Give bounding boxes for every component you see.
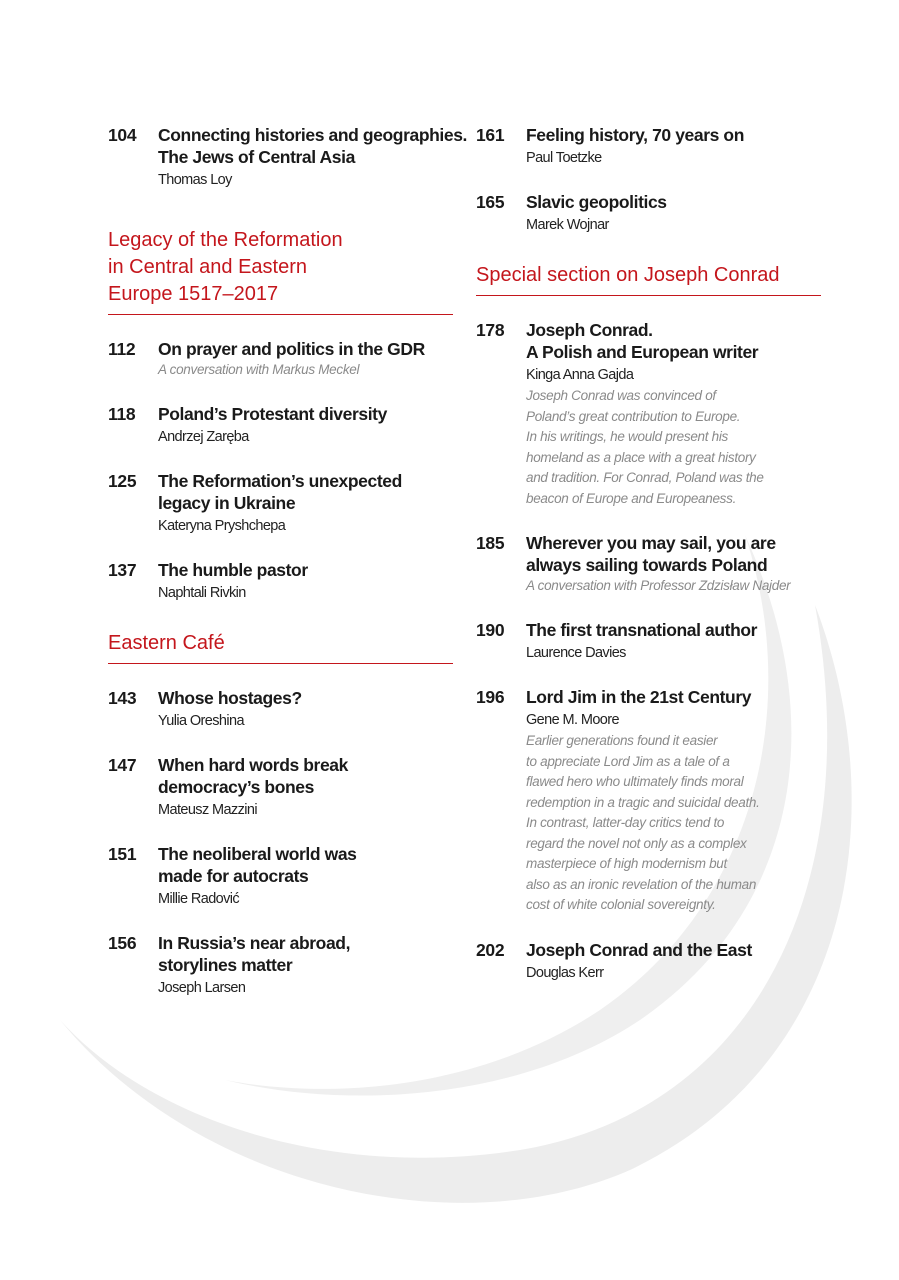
page-number: 151 bbox=[108, 844, 137, 864]
entry-author: Douglas Kerr bbox=[526, 964, 604, 981]
entry-title: Connecting histories and geographies. The Jews of Central Asia bbox=[158, 125, 467, 167]
entry-author: Yulia Oreshina bbox=[158, 713, 244, 729]
entry-title: Whose hostages? bbox=[158, 688, 302, 708]
entry-title: The humble pastor bbox=[158, 560, 308, 580]
toc-entry-156[interactable] bbox=[108, 932, 453, 998]
toc-entry-147[interactable] bbox=[108, 754, 453, 820]
toc-entry-151[interactable] bbox=[108, 843, 453, 909]
toc-entry-165[interactable] bbox=[476, 191, 821, 235]
page-number: 196 bbox=[476, 687, 505, 707]
entry-title: Slavic geopolitics bbox=[526, 192, 667, 212]
entry-title: When hard words break democracy’s bones bbox=[158, 755, 348, 797]
entry-author: Laurence Davies bbox=[526, 645, 626, 661]
entry-title: Feeling history, 70 years on bbox=[526, 125, 745, 145]
page-number: 202 bbox=[476, 939, 505, 960]
entry-title: The Reformation’s unexpected legacy in Ukraine bbox=[158, 471, 402, 513]
entry-title: Wherever you may sail, you are always sailing towards Poland bbox=[526, 533, 776, 575]
section-header-joseph-conrad bbox=[476, 262, 821, 296]
entry-title: On prayer and politics in the GDR bbox=[158, 339, 425, 359]
toc-entry-196[interactable] bbox=[476, 686, 821, 916]
entry-title: Poland’s Protestant diversity bbox=[158, 404, 387, 424]
entry-title: The first transnational author bbox=[526, 620, 758, 640]
entry-subtitle: A conversation with Markus Meckel bbox=[158, 362, 360, 377]
entry-author: Kinga Anna Gajda bbox=[526, 367, 634, 383]
entry-author: Naphtali Rivkin bbox=[158, 585, 246, 601]
page-number: 178 bbox=[476, 320, 505, 340]
entry-description: Joseph Conrad was convinced of Poland’s great contribution to Europe. In his writings, he would present his homeland as a place with a great history and tradition. For Conrad, Poland was the beacon of Europe and Europeaness. bbox=[526, 388, 764, 506]
page-number: 125 bbox=[108, 471, 137, 491]
page-number: 156 bbox=[108, 933, 137, 953]
toc-entry-143[interactable] bbox=[108, 687, 453, 731]
entry-title: The neoliberal world was made for autocrats bbox=[158, 844, 357, 886]
entry-title: Joseph Conrad. A Polish and European writer bbox=[526, 320, 759, 362]
page-number: 104 bbox=[108, 125, 137, 145]
page-number: 185 bbox=[476, 533, 505, 553]
entry-author: Kateryna Pryshchepa bbox=[158, 518, 286, 534]
page-number: 147 bbox=[108, 755, 137, 775]
entry-description: Earlier generations found it easier to appreciate Lord Jim as a tale of a flawed hero who ultimately finds moral redemption in a tragic and suicidal death. In contrast, latter-day critics tend to regard the novel not only as a complex masterpiece of high modernism but also as an ironic revelation of the human cost of white colonial sovereignty. bbox=[526, 733, 760, 912]
entry-author: Mateusz Mazzini bbox=[158, 802, 257, 818]
section-title: Legacy of the Reformation in Central and Eastern Europe 1517–2017 bbox=[108, 227, 453, 315]
page-number: 161 bbox=[476, 125, 505, 145]
section-title: Eastern Café bbox=[108, 630, 453, 664]
section-title: Special section on Joseph Conrad bbox=[476, 262, 821, 296]
entry-author: Marek Wojnar bbox=[526, 217, 609, 233]
toc-entry-112[interactable] bbox=[108, 338, 453, 380]
entry-author: Millie Radović bbox=[158, 891, 240, 907]
toc-entry-118[interactable] bbox=[108, 403, 453, 447]
page-number: 165 bbox=[476, 192, 505, 212]
right-column bbox=[476, 124, 821, 983]
section-header-eastern-cafe bbox=[108, 630, 453, 664]
entry-subtitle: A conversation with Professor Zdzisław Najder bbox=[526, 578, 791, 593]
toc-entry-185[interactable] bbox=[476, 532, 821, 596]
page-number: 137 bbox=[108, 560, 137, 580]
toc-entry-178[interactable] bbox=[476, 319, 821, 509]
toc-entry-161[interactable] bbox=[476, 124, 821, 168]
entry-author: Gene M. Moore bbox=[526, 712, 619, 728]
toc-entry-137[interactable] bbox=[108, 559, 453, 603]
page-number: 190 bbox=[476, 620, 505, 640]
toc-entry-190[interactable] bbox=[476, 619, 821, 663]
page-number: 112 bbox=[108, 339, 136, 359]
left-column bbox=[108, 124, 467, 998]
entry-title: In Russia’s near abroad, storylines matter bbox=[158, 933, 351, 975]
page-number: 118 bbox=[108, 404, 136, 424]
toc-entry-125[interactable] bbox=[108, 470, 453, 536]
entry-author: Andrzej Zaręba bbox=[158, 429, 249, 445]
entry-author: Thomas Loy bbox=[158, 172, 232, 188]
section-header-reformation bbox=[108, 227, 453, 315]
entry-author: Joseph Larsen bbox=[158, 980, 246, 996]
entry-author: Paul Toetzke bbox=[526, 150, 602, 166]
page-number: 143 bbox=[108, 688, 137, 708]
entry-title: Joseph Conrad and the East bbox=[526, 939, 752, 960]
toc-entry-104[interactable] bbox=[108, 124, 467, 190]
entry-title: Lord Jim in the 21st Century bbox=[526, 687, 752, 707]
toc-entry-202[interactable] bbox=[476, 939, 821, 983]
